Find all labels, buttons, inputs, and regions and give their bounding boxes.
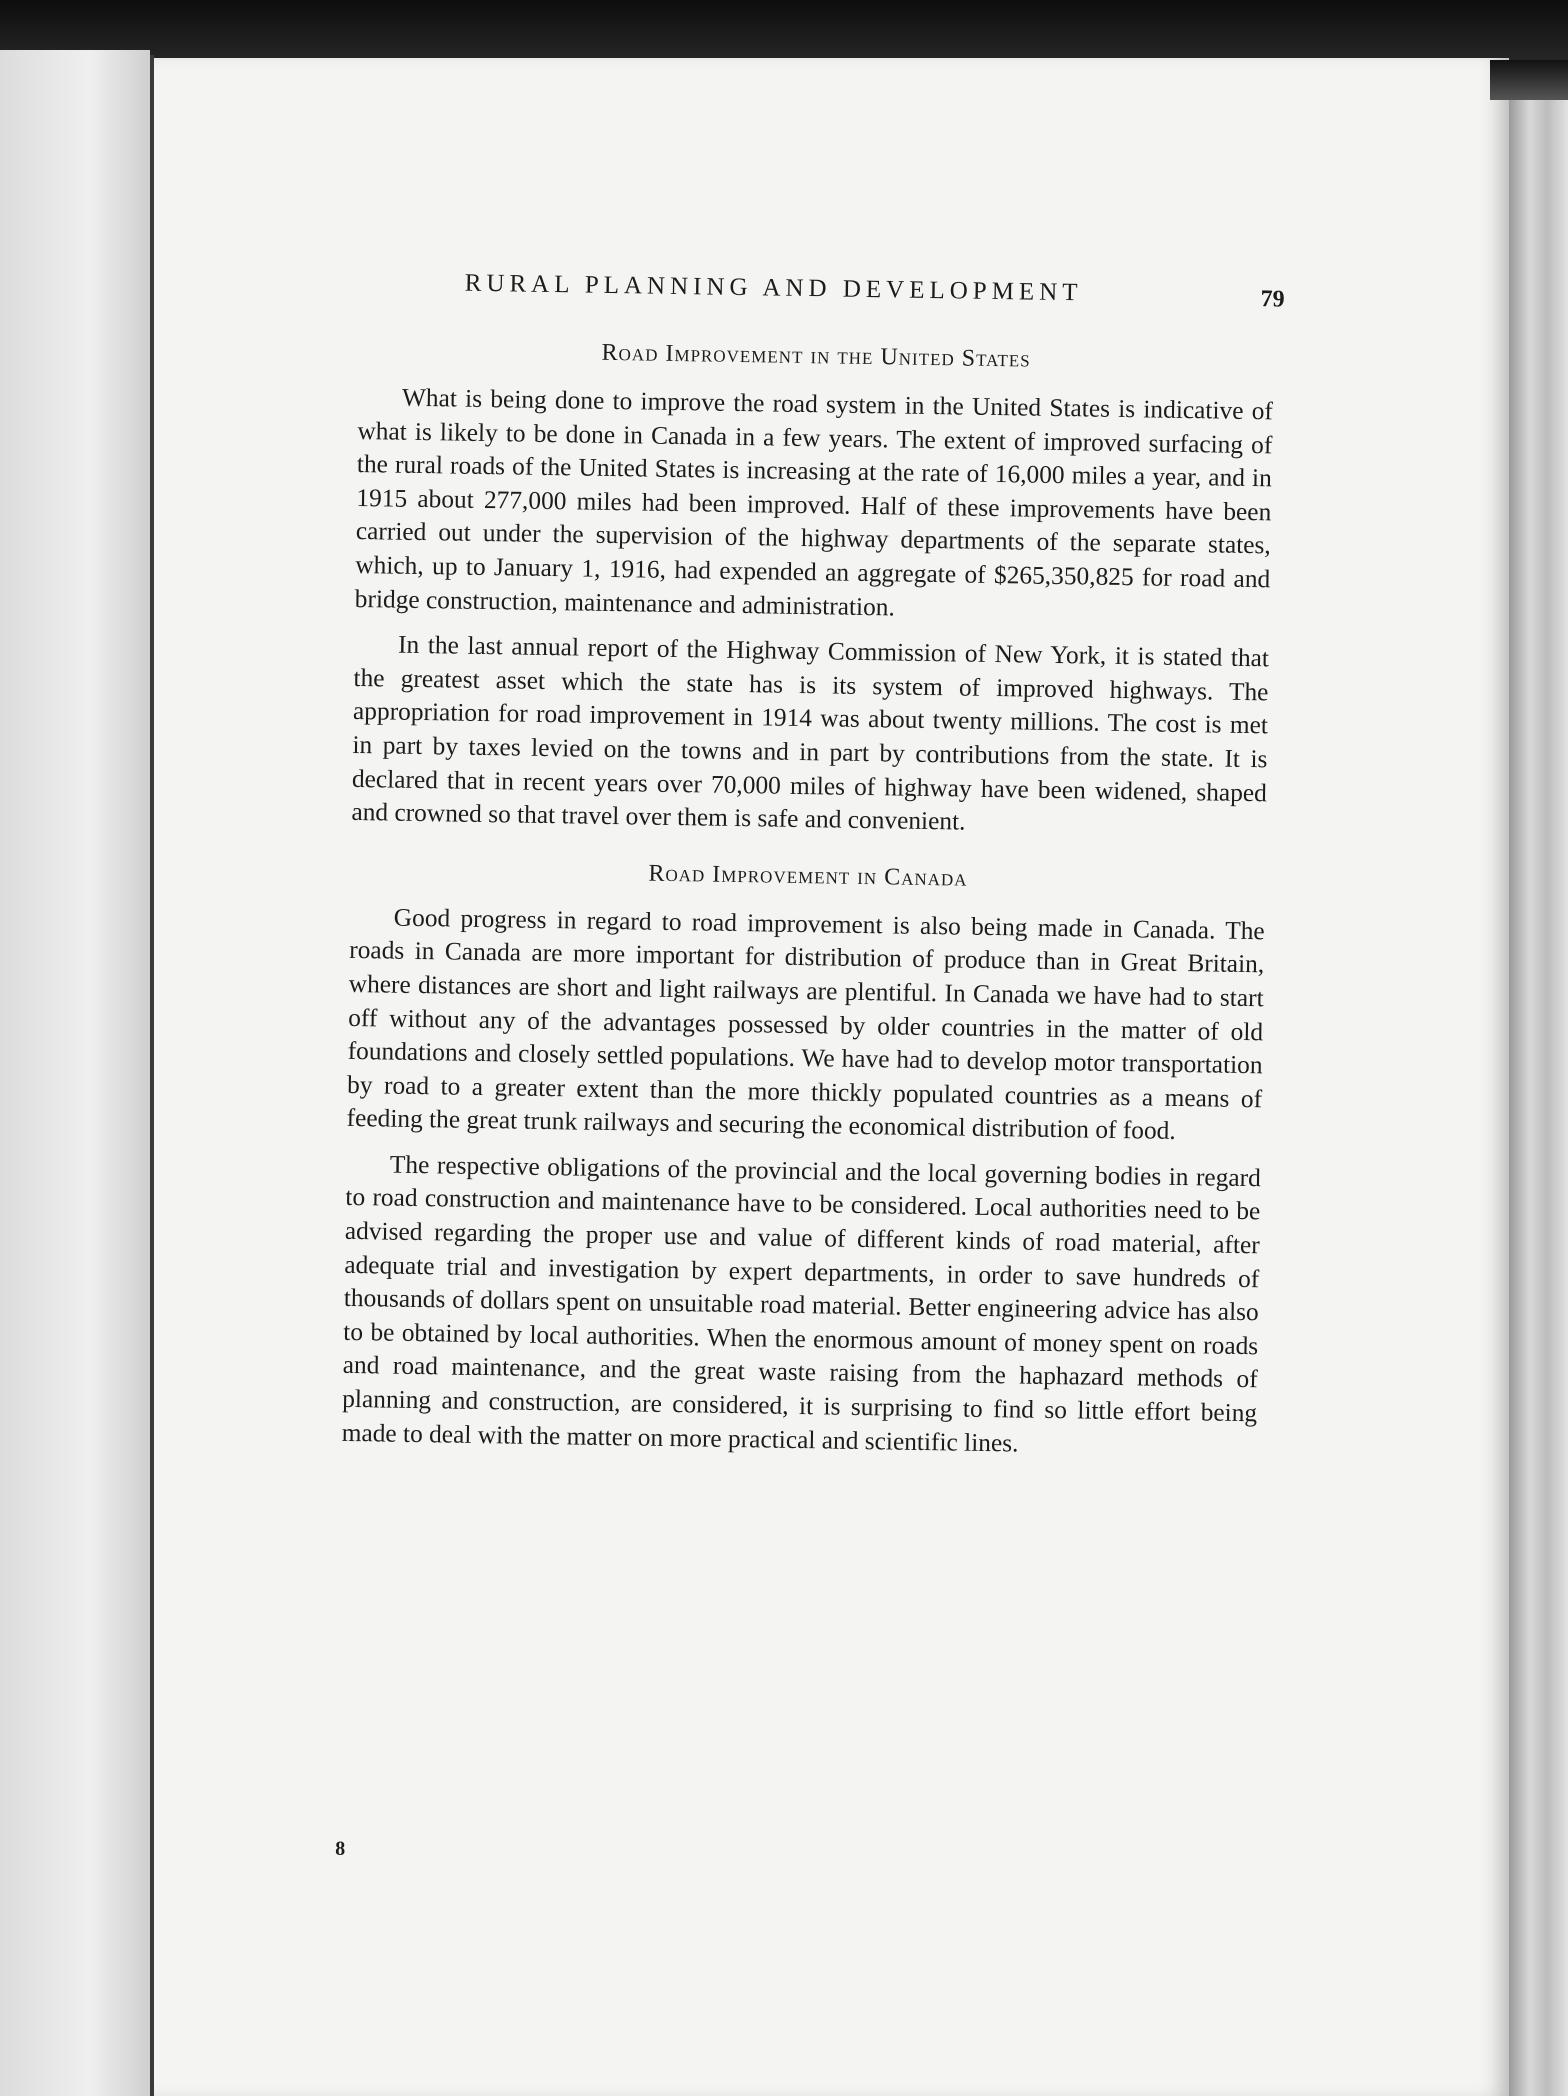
- left-page-edge: [0, 50, 150, 2096]
- page-text-block: [334, 268, 1285, 1860]
- page-stack-edge: [1509, 70, 1568, 2096]
- section-heading-canada: Road Improvement in Canada: [648, 860, 968, 892]
- running-head-title: RURAL PLANNING AND DEVELOPMENT: [464, 269, 1083, 307]
- paragraph-new-york-highways: In the last annual report of the Highway Commission of New York, it is stated that the greatest asset which the state has is its system of improved highways. The appropriation for road improvement in 1914 was about twenty millions. The cost is met in part by taxes levied on the towns and in part by contributions from the state. It is declared that in recent years over 70,000 miles of highway have been widened, shaped and crowned so that travel over them is safe and convenient.: [351, 630, 1270, 836]
- paragraph-governing-obligations: The respective obligations of the provincial and the local governing bodies in regard to road construction and maintenance have to be considered. Local authorities need to be advised regarding the proper use and value of different kinds of road material, after adequate trial and investigation by expert departments, in order to save hundreds of thousands of dollars spent on unsuitable road material. Better engineering advice has also to be obtained by local authorities. When the enormous amount of money spent on roads and road maintenance, and the great waste raising from the haphazard methods of planning and construction, are considered, it is surprising to find so little effort being made to deal with the matter on more practical and scientific lines.: [341, 1150, 1262, 1458]
- printer-signature-mark: 8: [334, 1837, 346, 1860]
- section-heading-united-states: Road Improvement in the United States: [601, 339, 1031, 373]
- scan-corner-shadow: [1490, 60, 1568, 100]
- page-number: 79: [1260, 286, 1285, 313]
- paragraph-us-road-system: What is being done to improve the road system in the United States is indicative of what is likely to be done in Canada in a few years. The extent of improved surfacing of the rural roads of the United States is increasing at the rate of 16,000 miles a year, and in 1915 about 277,000 miles had been improved. Half of these improvements have been carried out under the supervision of the highway departments of the separate states, which, up to January 1, 1916, had expended an aggregate of $265,350,825 for road and bridge construction, maintenance and administration.: [354, 383, 1274, 622]
- paragraph-canada-progress: Good progress in regard to road improvement is also being made in Canada. The roads in Canada are more important for distribution of produce than in Great Britain, where distances are short and light railways are plentiful. In Canada we have had to start off without any of the advantages possessed by older countries in the matter of old foundations and closely settled populations. We have had to develop motor transportation by road to a greater extent than the more thickly populated countries as a means of feeding the great trunk railways and securing the economical distribution of food.: [346, 903, 1265, 1146]
